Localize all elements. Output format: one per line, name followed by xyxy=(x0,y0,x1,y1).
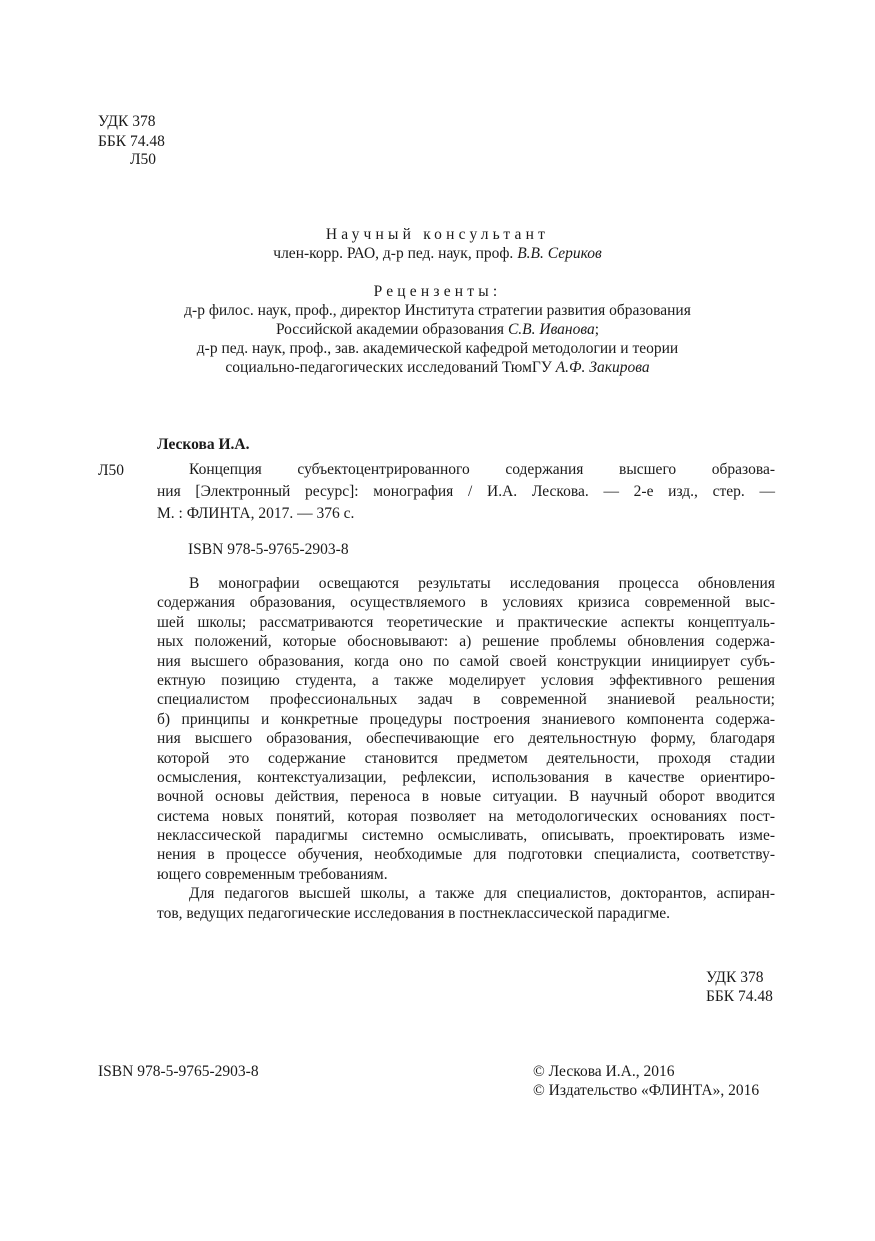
udk-code-top: УДК 378 xyxy=(98,113,156,130)
biblio-line: М. : ФЛИНТА, 2017. — 376 с. xyxy=(157,505,355,522)
abstract-line: специалистом профессиональных задач в современной знаниевой реальности; xyxy=(157,691,775,709)
bbk-code-top: ББК 74.48 xyxy=(98,133,165,150)
author-mark-top: Л50 xyxy=(130,151,157,168)
abstract-line: шей школы; рассматриваются теоретические и практические аспекты концептуаль- xyxy=(157,613,775,631)
abstract-line: нения в процессе обучения, необходимые для подготовки специалиста, соответству- xyxy=(157,846,775,864)
abstract-line: ния высшего образования, когда оно по самой своей конструкции инициирует субъ- xyxy=(157,652,775,670)
consultant-line xyxy=(0,245,875,263)
abstract-line: осмысления, контекстуализации, рефлексии, использования в качестве ориентиро- xyxy=(157,768,775,786)
biblio-line: ния [Электронный ресурс]: монография / И.А. Лескова. — 2-е изд., стер. — xyxy=(157,483,775,500)
audience-line: тов, ведущих педагогические исследования в постнеклассической парадигме. xyxy=(157,904,671,922)
bbk-code-bottom: ББК 74.48 xyxy=(706,988,773,1005)
abstract-line: содержания образования, осуществляемого в условиях кризиса современной выс- xyxy=(157,594,775,612)
udk-code-bottom: УДК 378 xyxy=(706,969,764,986)
reviewer-1-line-1: д-р филос. наук, проф., директор Института стратегии развития образования xyxy=(184,302,691,319)
reviewers-heading: Рецензенты: xyxy=(373,283,502,300)
audience-line: Для педагогов высшей школы, а также для специалистов, докторантов, аспиран- xyxy=(189,885,775,903)
copyright-publisher: © Издательство «ФЛИНТА», 2016 xyxy=(533,1082,760,1099)
abstract xyxy=(157,574,775,923)
consultant-heading: Научный консультант xyxy=(325,226,550,243)
consultant-text: член-корр. РАО, д-р пед. наук, проф. xyxy=(273,245,514,262)
abstract-line: которой это содержание становится предметом деятельности, проходя стадии xyxy=(157,749,775,767)
biblio-record xyxy=(157,459,775,525)
abstract-line: неклассической парадигмы системно осмысливать, описывать, проектировать изме- xyxy=(157,827,775,845)
biblio-isbn: ISBN 978-5-9765-2903-8 xyxy=(188,541,349,558)
reviewer-1-affiliation: Российской академии образования xyxy=(275,321,505,338)
abstract-line: ектную позицию студента, а также моделирует условия эффективного решения xyxy=(157,671,775,689)
abstract-line: ющего современным требованиям. xyxy=(157,865,388,883)
reviewer-2-affiliation: социально-педагогических исследований ТюмГУ xyxy=(225,359,552,376)
biblio-mark: Л50 xyxy=(98,462,125,479)
abstract-line: ния высшего образования, обеспечивающие его деятельностную форму, благодаря xyxy=(157,730,775,748)
consultant-name: В.В. Сериков xyxy=(517,245,602,262)
abstract-line: ных положений, которые обосновывают: а) решение проблемы обновления содержа- xyxy=(157,633,775,651)
reviewer-2-line-1: д-р пед. наук, проф., зав. академической кафедрой методологии и теории xyxy=(196,340,679,357)
biblio-line: Концепция субъектоцентрированного содержания высшего образова- xyxy=(189,461,775,478)
abstract-line: В монографии освещаются результаты исследования процесса обновления xyxy=(189,575,775,592)
biblio-author: Лескова И.А. xyxy=(157,436,250,453)
reviewer-2-name: А.Ф. Закирова xyxy=(555,359,650,376)
reviewer-1-name: С.В. Иванова xyxy=(507,321,595,338)
abstract-line: вочной основы действия, переноса в новые ситуации. В научный оборот вводится xyxy=(157,788,775,806)
copyright-author: © Лескова И.А., 2016 xyxy=(533,1063,675,1080)
reviewer-1-line-2 xyxy=(0,321,875,339)
abstract-line: б) принципы и конкретные процедуры построения знаниевого компонента содержа- xyxy=(157,710,775,728)
reviewer-2-line-2 xyxy=(0,359,875,377)
abstract-line: система новых понятий, которая позволяет на методологических основаниях пост- xyxy=(157,807,775,825)
footer-isbn: ISBN 978-5-9765-2903-8 xyxy=(98,1063,259,1080)
reviewer-separator: ; xyxy=(594,321,600,338)
